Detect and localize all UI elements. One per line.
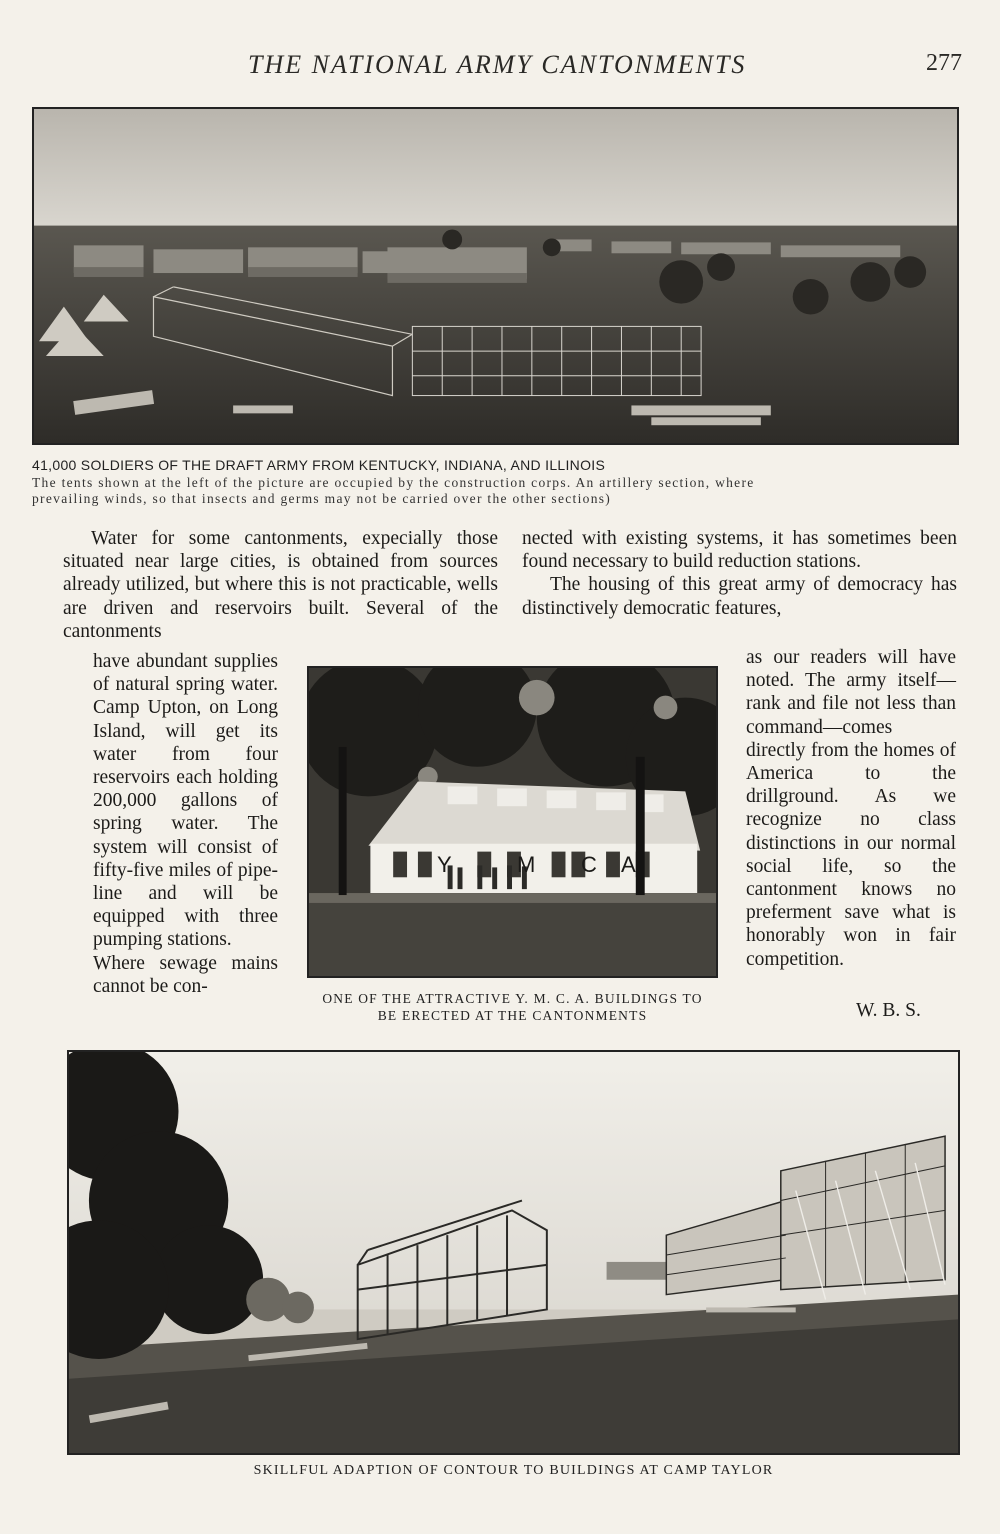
top-photo-camp-panorama [32,107,959,445]
running-title: THE NATIONAL ARMY CANTONMENTS [248,50,747,79]
left-paragraph-1-text: Water for some cantonments, expecially those situated near large cities, is obtained from sources already utilized, but where this is not practicable, wells are driven and reservoirs built. Several of the cantonments [63,528,498,642]
right-column-narrow [746,646,956,971]
right-paragraph-1: nected with existing systems, it has sometimes been found necessary to build reduction stations. [522,528,957,573]
ymca-letter-m: M [517,852,536,877]
running-head [0,50,1000,90]
ymca-letter-c: C [581,852,597,877]
left-column-narrow [93,650,278,998]
left-column-paragraph-1 [63,527,498,643]
ymca-letter-a: A [621,852,636,877]
top-photo-caption-title: 41,000 SOLDIERS OF THE DRAFT ARMY FROM KENTUCKY, INDIANA, AND ILLINOIS [32,457,606,473]
left-narrow-paragraph-2: Where sewage mains cannot be con- [93,952,278,997]
middle-photo-ymca-building [307,666,718,978]
top-photo-caption-line1: The tents shown at the left of the picture are occupied by the construction corps. An artillery section, where [32,475,755,490]
ymca-building-image [309,668,716,976]
ymca-letter-y: Y [437,852,452,877]
signature: W. B. S. [856,1000,921,1021]
bottom-photo-camp-taylor [67,1050,960,1455]
right-narrow-paragraph: as our readers will have noted. The army itself—rank and file not less than command—comes directly from the homes of America to the drillground. As we recognize no class distinctions in our normal social life, so the cantonment knows no preferment save what is honorably won in fair competition. [746,647,956,970]
middle-photo-caption-line1: ONE OF THE ATTRACTIVE Y. M. C. A. BUILDINGS TO [322,991,703,1006]
middle-photo-caption-line2: BE ERECTED AT THE CANTONMENTS [377,1008,648,1023]
bottom-photo-caption: SKILLFUL ADAPTION OF CONTOUR TO BUILDINGS AT CAMP TAYLOR [253,1463,774,1478]
camp-taylor-image [69,1052,958,1453]
left-narrow-paragraph-1: have abundant supplies of natural spring water. Camp Upton, on Long Island, will get its water from four reservoirs each holding 200,000 gallons of spring water. The system will consist of fifty-five miles of pipe-line and will be equipped with three pumping stations. [93,651,278,951]
camp-panorama-image [34,109,957,443]
top-photo-caption-line2: prevailing winds, so that insects and germs may not be carried over the other sections) [32,491,612,506]
page-number: 277 [926,50,962,76]
middle-photo-caption [295,990,730,1024]
right-column-top [522,527,957,620]
right-paragraph-2: The housing of this great army of democracy has distinctively democratic features, [522,574,957,619]
